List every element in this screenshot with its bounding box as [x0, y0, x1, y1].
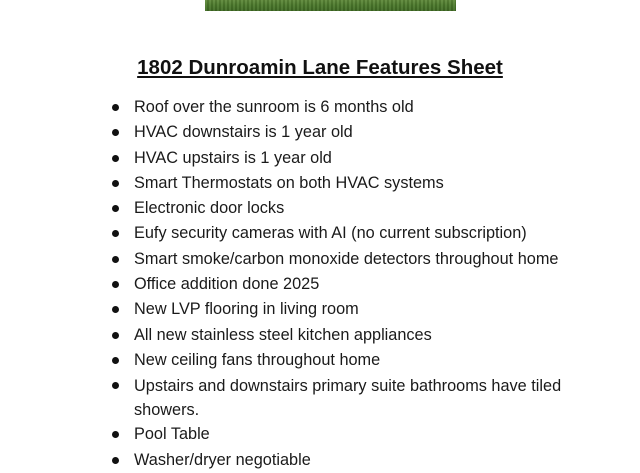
feature-item: HVAC upstairs is 1 year old	[112, 146, 582, 171]
features-list	[112, 95, 582, 473]
page-title: 1802 Dunroamin Lane Features Sheet	[137, 56, 503, 79]
feature-item: Upstairs and downstairs primary suite bathrooms have tiled showers.	[112, 373, 582, 422]
feature-item: Pool Table	[112, 422, 582, 447]
feature-item: New LVP flooring in living room	[112, 297, 582, 322]
feature-item: All new stainless steel kitchen appliances	[112, 323, 582, 348]
feature-item: Roof over the sunroom is 6 months old	[112, 95, 582, 120]
feature-item: HVAC downstairs is 1 year old	[112, 120, 582, 145]
feature-item: Smart smoke/carbon monoxide detectors throughout home	[112, 247, 582, 272]
feature-item: Eufy security cameras with AI (no current subscription)	[112, 221, 582, 246]
feature-item: Washer/dryer negotiable	[112, 448, 582, 473]
feature-item: Electronic door locks	[112, 196, 582, 221]
feature-item: Smart Thermostats on both HVAC systems	[112, 171, 582, 196]
feature-item: New ceiling fans throughout home	[112, 348, 582, 373]
feature-item: Office addition done 2025	[112, 272, 582, 297]
property-photo	[205, 0, 456, 11]
